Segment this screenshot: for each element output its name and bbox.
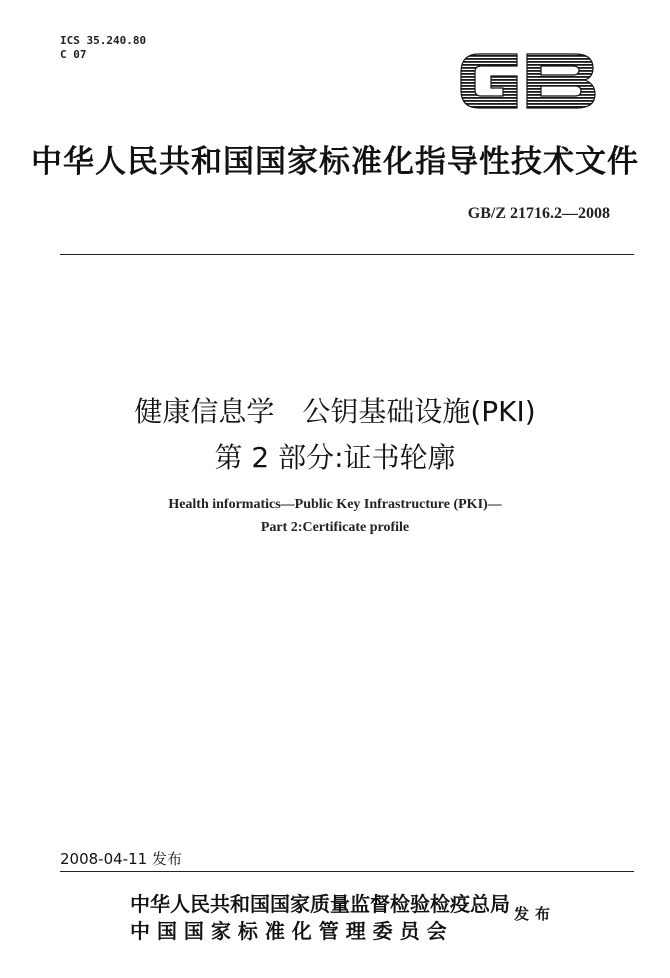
footer-divider (60, 871, 634, 872)
document-type-heading: 中华人民共和国国家标准化指导性技术文件 (31, 144, 639, 180)
ics-code: ICS 35.240.80 (60, 34, 147, 47)
standard-number: GB/Z 21716.2—2008 (467, 205, 610, 222)
publish-label: 发布 (514, 905, 557, 923)
header-divider (60, 254, 634, 255)
title-cn-line1: 健康信息学 公钥基础设施(PKI) (134, 395, 536, 428)
issuer-line1: 中华人民共和国国家质量监督检验检疫总局 (130, 892, 510, 916)
classification-codes (60, 34, 146, 62)
gb-logo (455, 40, 600, 120)
ccs-code: C 07 (60, 48, 87, 61)
issue-date: 2008-04-11 发布 (60, 850, 182, 868)
title-en-line1: Health informatics—Public Key Infrastructure (PKI)— (168, 497, 502, 512)
title-en-line2: Part 2:Certificate profile (260, 520, 410, 535)
issuer-line2: 中 国 国 家 标 准 化 管 理 委 员 会 (130, 919, 447, 943)
title-cn-line2: 第 2 部分:证书轮廓 (214, 441, 456, 474)
